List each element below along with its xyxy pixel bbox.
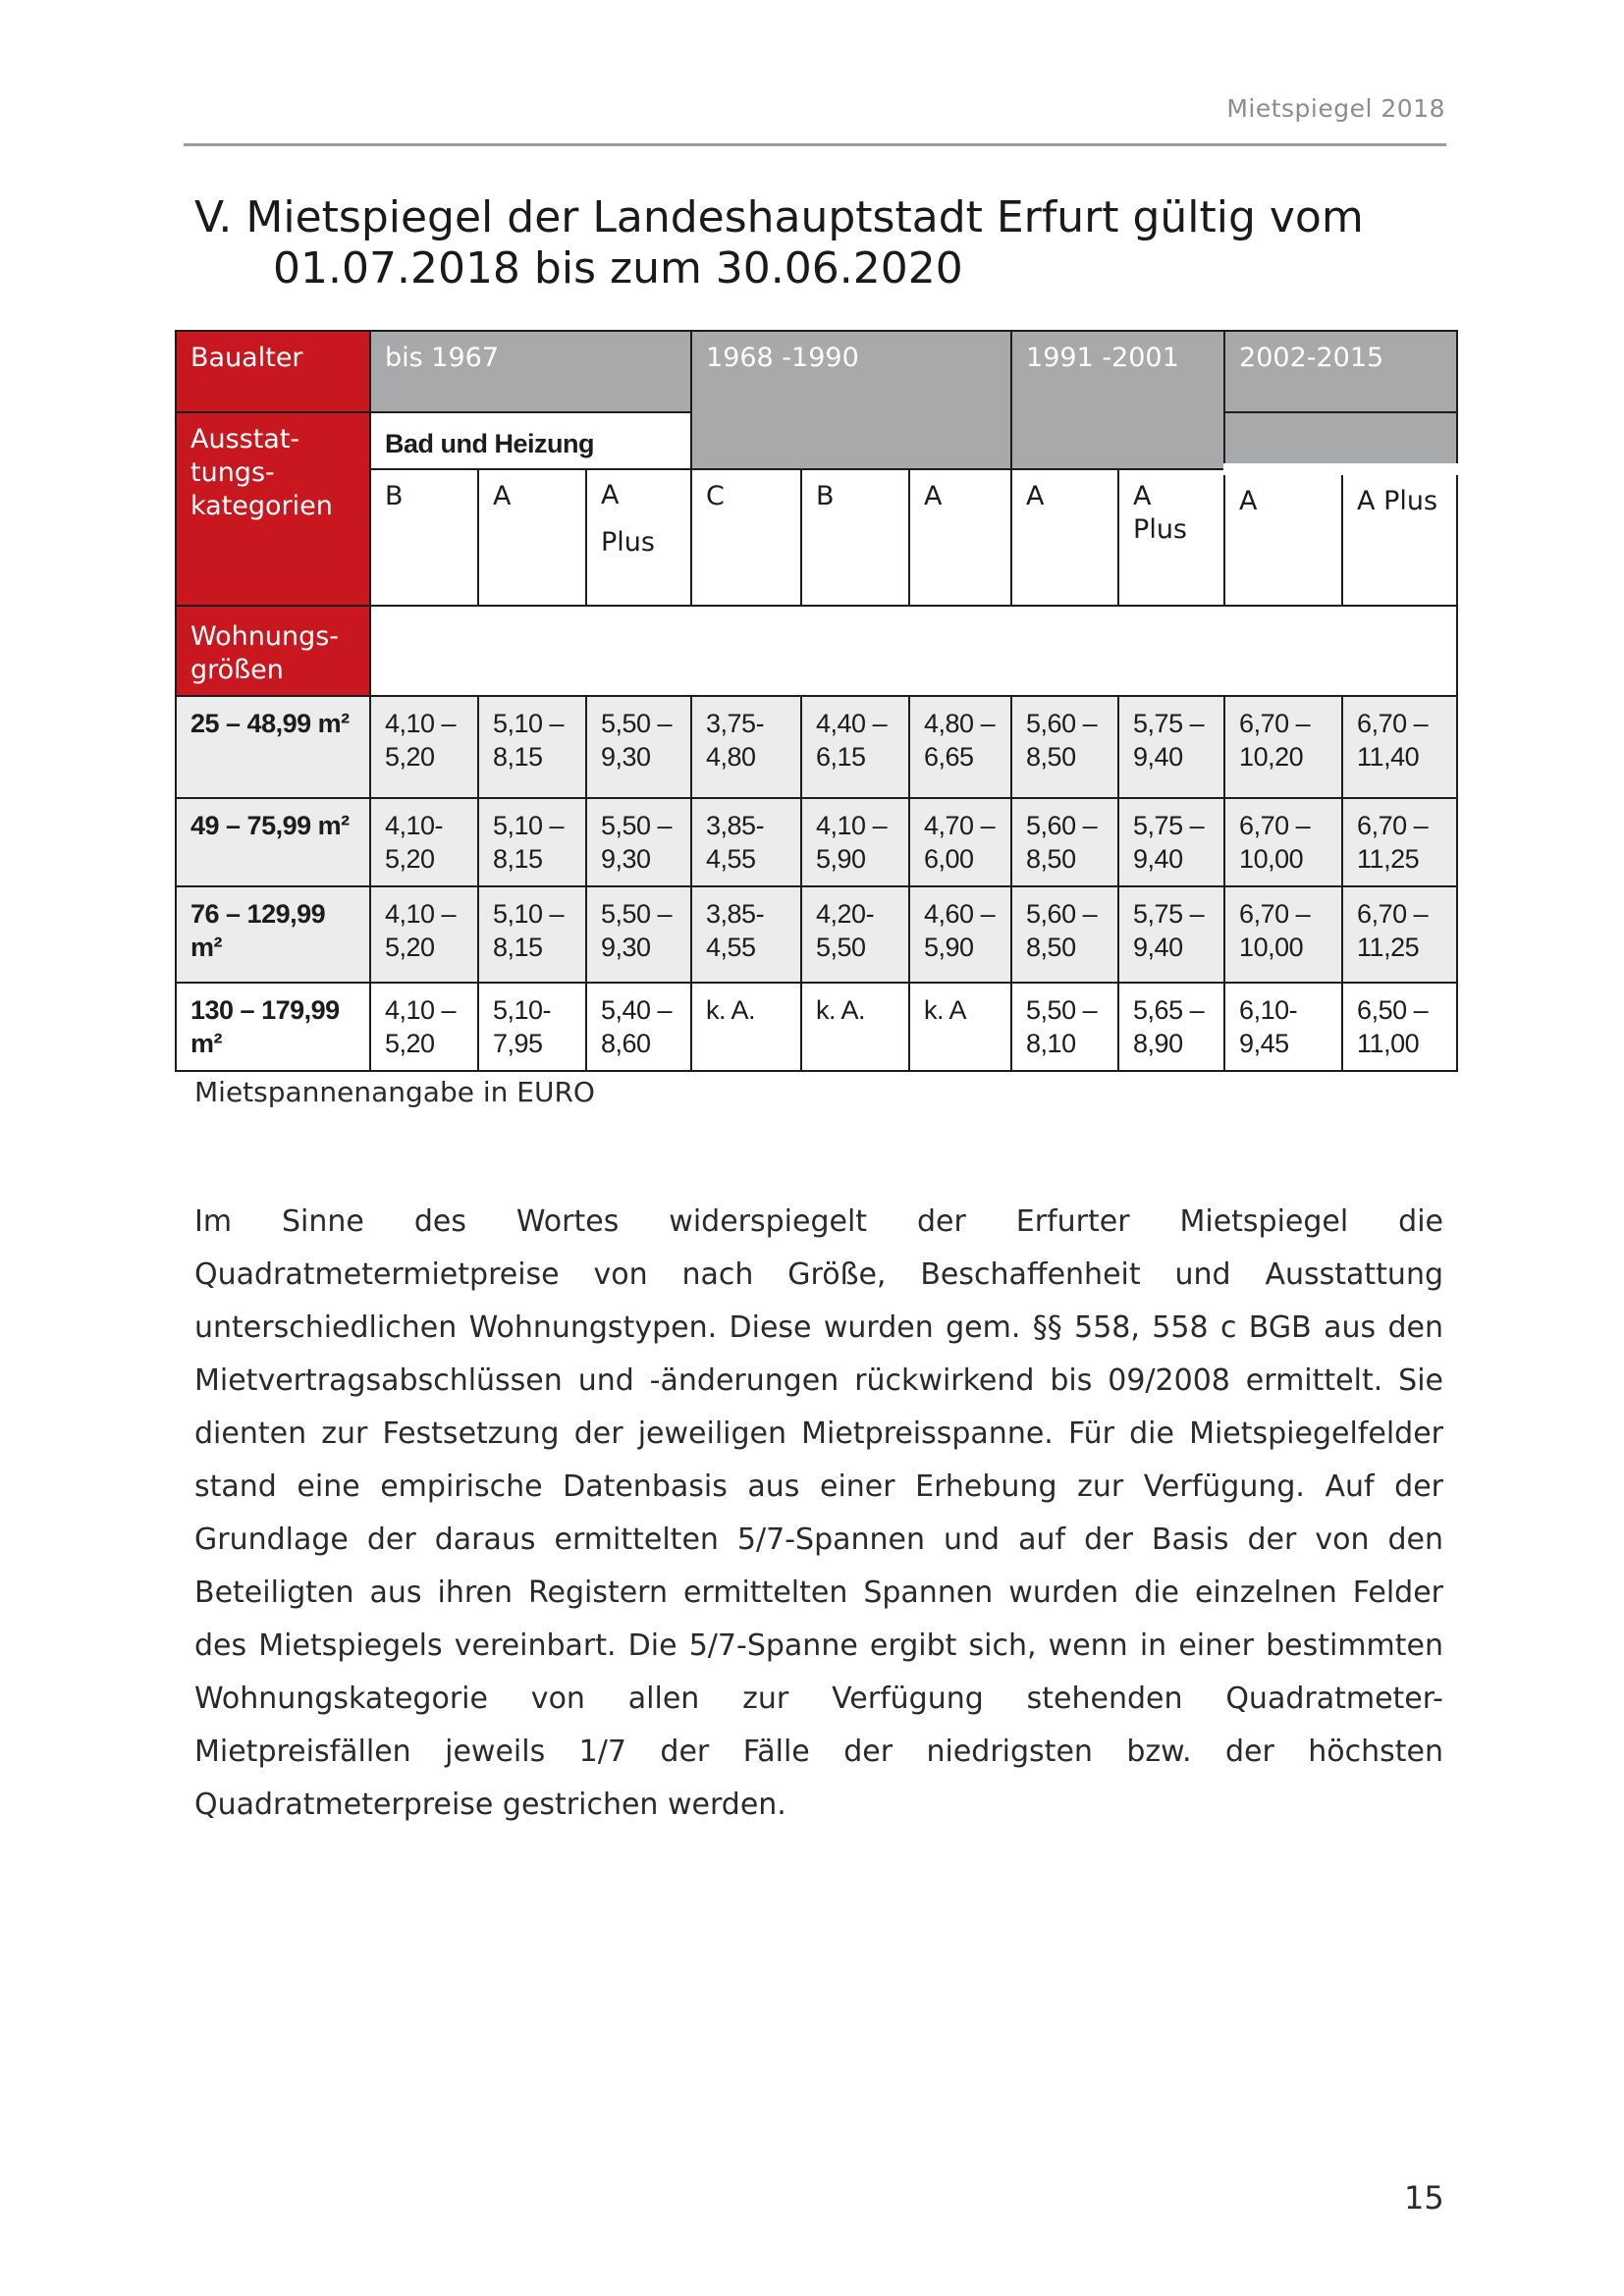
rent-range-cell: 4,70 – 6,00	[909, 798, 1011, 886]
rent-range-cell: 3,85- 4,55	[691, 886, 801, 983]
rent-range-cell: 5,60 – 8,50	[1011, 886, 1118, 983]
rent-range-cell: 5,40 – 8,60	[586, 983, 691, 1071]
category-cell: A	[478, 469, 586, 606]
wohnungsgroessen-header: Wohnungs- größen	[176, 606, 370, 696]
rent-range-cell: 5,10- 7,95	[478, 983, 586, 1071]
rent-range-cell: 5,50 – 9,30	[586, 886, 691, 983]
rent-range-cell: 6,70 – 11,40	[1342, 696, 1457, 798]
rent-range-cell: 6,70 – 10,00	[1224, 886, 1342, 983]
page-number: 15	[1404, 2179, 1444, 2216]
rent-range-cell: 6,50 – 11,00	[1342, 983, 1457, 1071]
table-row	[176, 798, 1457, 886]
rent-range-cell: 4,10- 5,20	[370, 798, 478, 886]
period-header-4: 2002-2015	[1224, 331, 1457, 412]
table-row	[176, 886, 1457, 983]
running-head: Mietspiegel 2018	[1226, 94, 1445, 123]
rent-range-cell: 5,50 – 9,30	[586, 798, 691, 886]
rent-range-cell: 5,10 – 8,15	[478, 886, 586, 983]
category-cell: A Plus	[586, 469, 691, 606]
bad-und-heizung-label: Bad und Heizung	[370, 412, 691, 469]
rent-range-cell: 6,70 – 11,25	[1342, 886, 1457, 983]
rent-range-cell: 5,10 – 8,15	[478, 696, 586, 798]
blank-spacer-cell	[370, 606, 1457, 696]
rent-range-cell: 5,65 – 8,90	[1118, 983, 1224, 1071]
period-header-2: 1968 -1990	[691, 331, 1011, 469]
rent-range-cell: 5,60 – 8,50	[1011, 696, 1118, 798]
rent-range-cell: 5,10 – 8,15	[478, 798, 586, 886]
rent-range-cell: 4,60 – 5,90	[909, 886, 1011, 983]
rent-range-cell: 6,10- 9,45	[1224, 983, 1342, 1071]
header-rule	[184, 143, 1446, 146]
period-header-1: bis 1967	[370, 331, 691, 412]
size-label: 130 – 179,99 m²	[176, 983, 370, 1071]
title-line-2: 01.07.2018 bis zum 30.06.2020	[273, 243, 963, 294]
rent-range-cell: 4,40 – 6,15	[801, 696, 909, 798]
size-label: 25 – 48,99 m²	[176, 696, 370, 798]
rent-range-cell: 5,75 – 9,40	[1118, 886, 1224, 983]
category-cell: B	[370, 469, 478, 606]
category-cell: A	[1224, 469, 1342, 606]
table-row	[176, 696, 1457, 798]
category-cell: A Plus	[1118, 469, 1224, 606]
rent-range-cell: 5,50 – 8,10	[1011, 983, 1118, 1071]
table-caption: Mietspannenangabe in EURO	[194, 1076, 595, 1108]
category-cell: B	[801, 469, 909, 606]
category-cell: A Plus	[1342, 469, 1457, 606]
rent-table	[175, 330, 1458, 1072]
ausstattungskategorien-header: Ausstat- tungs- kategorien	[176, 412, 370, 606]
size-label: 49 – 75,99 m²	[176, 798, 370, 886]
size-label: 76 – 129,99 m²	[176, 886, 370, 983]
table-row	[176, 983, 1457, 1071]
rent-range-cell: 5,75 – 9,40	[1118, 696, 1224, 798]
rent-range-cell: 4,20- 5,50	[801, 886, 909, 983]
rent-range-cell: 6,70 – 10,00	[1224, 798, 1342, 886]
rent-range-cell: 6,70 – 11,25	[1342, 798, 1457, 886]
rent-range-cell: 4,10 – 5,20	[370, 886, 478, 983]
rent-range-cell: k. A	[909, 983, 1011, 1071]
category-cell: A	[1011, 469, 1118, 606]
rent-range-cell: k. A.	[801, 983, 909, 1071]
rent-range-cell: 5,75 – 9,40	[1118, 798, 1224, 886]
rent-range-cell: 3,85- 4,55	[691, 798, 801, 886]
category-cell: C	[691, 469, 801, 606]
rent-range-cell: 5,50 – 9,30	[586, 696, 691, 798]
page-title	[194, 192, 1471, 294]
rent-range-cell: 5,60 – 8,50	[1011, 798, 1118, 886]
title-line-1: V. Mietspiegel der Landeshauptstadt Erfurt gültig vom	[194, 192, 1364, 242]
rent-range-cell: 4,10 – 5,20	[370, 983, 478, 1071]
category-cell: A	[909, 469, 1011, 606]
rent-range-cell: 6,70 – 10,20	[1224, 696, 1342, 798]
rent-range-cell: 4,80 – 6,65	[909, 696, 1011, 798]
period-header-3: 1991 -2001	[1011, 331, 1224, 469]
baualter-header: Baualter	[176, 331, 370, 412]
rent-range-cell: 4,10 – 5,20	[370, 696, 478, 798]
rent-range-cell: k. A.	[691, 983, 801, 1071]
rent-range-cell: 4,10 – 5,90	[801, 798, 909, 886]
period-header-4-fill	[1224, 412, 1457, 469]
body-paragraph: Im Sinne des Wortes widerspiegelt der Erfurter Mietspiegel die Quadratmetermietpreise von nach Größe, Beschaffenheit und Ausstattung unterschiedlichen Wohnungstypen. Diese wurden gem. §§ 558, 558 c BGB aus den Mietvertragsabschlüssen und -änderungen rückwirkend bis 09/2008 ermittelt. Sie dienten zur Festsetzung der jeweiligen Mietpreisspanne. Für die Mietspiegelfelder stand eine empirische Datenbasis aus einer Erhebung zur Verfügung. Auf der Grundlage der daraus ermittelten 5/7-Spannen und auf der Basis der von den Beteiligten aus ihren Registern ermittelten Spannen wurden die einzelnen Felder des Mietspiegels vereinbart. Die 5/7-Spanne ergibt sich, wenn in einer bestimmten Wohnungskategorie von allen zur Verfügung stehenden Quadratmeter-Mietpreisfällen jeweils 1/7 der Fälle der niedrigsten bzw. der höchsten Quadratmeterpreise gestrichen werden.	[194, 1204, 1443, 1822]
rent-range-cell: 3,75- 4,80	[691, 696, 801, 798]
